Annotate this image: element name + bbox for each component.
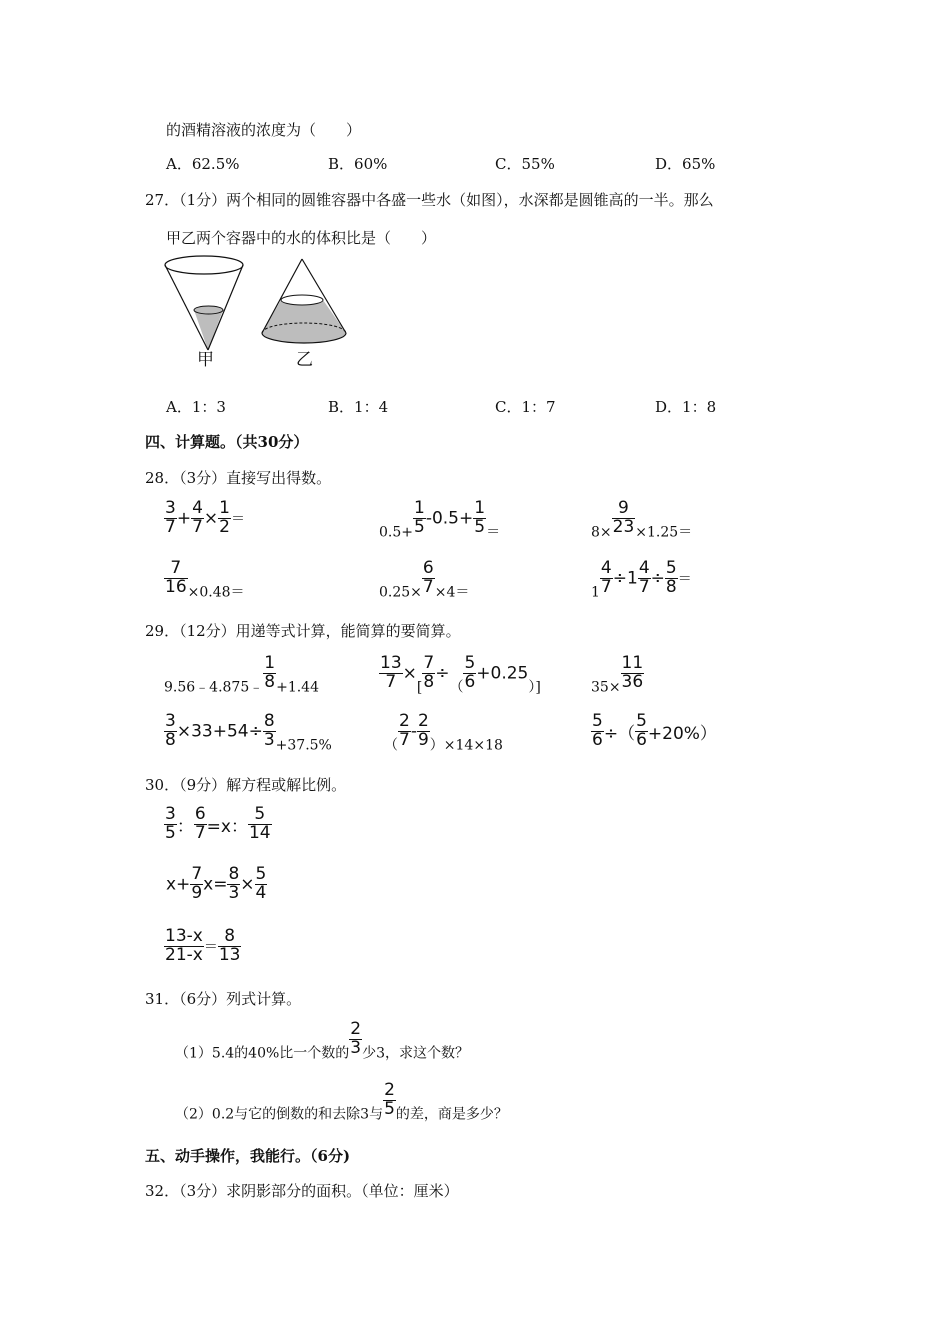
q27-option-a[interactable]: A．1：3 <box>166 398 226 416</box>
cone-yi-label: 乙 <box>296 350 313 370</box>
q28-expr-4: $\frac{7}{16}$ ×0.48＝ <box>165 558 245 601</box>
q28-expr-1: $\frac{3}{7}$ + $\frac{4}{7}$ × $\frac{1}{2}$ ＝ <box>165 498 245 537</box>
q28-expr-6: 1 $\frac{4}{7}$ ÷1 $\frac{4}{7}$ ÷ $\frac{5}{8}$ ＝ <box>591 558 692 601</box>
q27-option-c[interactable]: C．1：7 <box>495 398 556 416</box>
q27-stem-line2: 甲乙两个容器中的水的体积比是（ ） <box>166 229 437 247</box>
section-4-heading: 四、计算题。（共30分） <box>145 433 309 451</box>
q30-expr-1: $\frac{3}{5}$ ： $\frac{6}{7}$ =x： $\frac{5}{14}$ <box>165 804 271 843</box>
q30-expr-2: x+ $\frac{7}{9}$ x= $\frac{8}{3}$ × $\frac{5}{4}$ <box>166 864 267 903</box>
cone-figure <box>155 255 355 370</box>
q26-continuation: 的酒精溶液的浓度为（ ） <box>166 121 362 139</box>
q30-title: 30．（9分）解方程或解比例。 <box>145 776 347 794</box>
q27-stem-line1: 27．（1分）两个相同的圆锥容器中各盛一些水（如图），水深都是圆锥高的一半。那么 <box>145 191 714 209</box>
cone-jia-icon <box>165 256 243 350</box>
q28-expr-2: 0.5+ $\frac{1}{5}$ -0.5+ $\frac{1}{5}$ ＝ <box>379 498 501 541</box>
section-5-heading: 五、动手操作，我能行。（6分) <box>145 1147 351 1165</box>
q28-expr-3: 8× $\frac{9}{23}$ ×1.25＝ <box>591 498 693 541</box>
q27-option-b[interactable]: B．1：4 <box>328 398 389 416</box>
q29-expr-5: （ $\frac{2}{7}$ - $\frac{2}{9}$ ）×14×18 <box>384 711 503 754</box>
q29-expr-1: 9.56﹣4.875﹣ $\frac{1}{8}$ +1.44 <box>164 653 319 696</box>
cone-yi-icon <box>262 259 346 343</box>
q28-expr-5: 0.25× $\frac{6}{7}$ ×4＝ <box>379 558 470 601</box>
q26-option-b[interactable]: B．60% <box>328 155 388 173</box>
q27-option-d[interactable]: D．1：8 <box>655 398 717 416</box>
q31-part-1: （1）5.4的40%比一个数的 $\frac{2}{3}$ 少3，求这个数？ <box>175 1019 470 1062</box>
q28-title: 28．（3分）直接写出得数。 <box>145 469 332 487</box>
q29-title: 29．（12分）用递等式计算，能简算的要简算。 <box>145 622 461 640</box>
q31-part-2: （2）0.2与它的倒数的和去除3与 $\frac{2}{5}$ 的差，商是多少？ <box>175 1080 508 1123</box>
q29-expr-3: 35× $\frac{11}{36}$ <box>591 653 644 696</box>
q29-expr-2: $\frac{13}{7}$ ×[ $\frac{7}{8}$ ÷（ $\frac{5}{6}$ +0.25）] <box>380 653 541 696</box>
q31-title: 31．（6分）列式计算。 <box>145 990 302 1008</box>
cone-jia-label: 甲 <box>197 350 214 370</box>
q26-option-c[interactable]: C．55% <box>495 155 555 173</box>
q26-option-a[interactable]: A．62.5% <box>166 155 240 173</box>
q26-option-d[interactable]: D．65% <box>655 155 716 173</box>
q32-title: 32．（3分）求阴影部分的面积。（单位：厘米） <box>145 1182 459 1200</box>
q30-expr-3: $\frac{13-x}{21-x}$ ＝ $\frac{8}{13}$ <box>165 926 241 965</box>
q29-expr-6: $\frac{5}{6}$ ÷（ $\frac{5}{6}$ +20%） <box>592 711 717 750</box>
q29-expr-4: $\frac{3}{8}$ ×33+54÷ $\frac{8}{3}$ +37.5% <box>165 711 332 754</box>
